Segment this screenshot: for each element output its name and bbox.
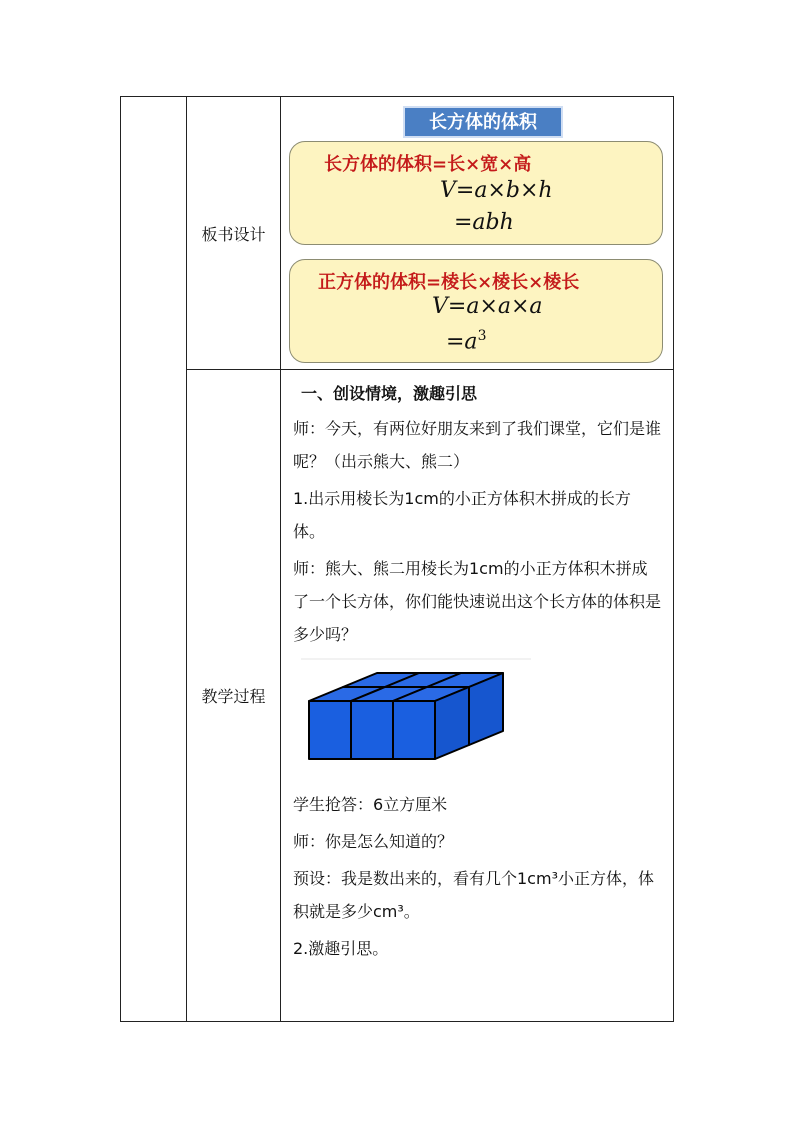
cube-formula-box <box>289 259 663 363</box>
paragraph: 师：你是怎么知道的？ <box>293 832 454 851</box>
paragraph: 1.出示用棱长为1cm的小正方体积木拼成的长方体。 <box>293 489 631 541</box>
cube-front-face <box>393 701 435 759</box>
paragraph: 2.激趣引思。 <box>293 939 389 958</box>
paragraph: 师：今天，有两位好朋友来到了我们课堂，它们是谁呢？（出示熊大、熊二） <box>293 419 662 471</box>
teaching-process-cell <box>281 370 674 1022</box>
section-heading: 一、创设情境，激趣引思 <box>301 384 478 403</box>
cube-blocks <box>309 673 503 759</box>
blank-left-column <box>121 97 187 1022</box>
cube-front-face <box>309 701 351 759</box>
paragraph: 预设：我是数出来的，看有几个1cm³小正方体，体积就是多少cm³。 <box>293 869 654 921</box>
row-label-process: 教学过程 <box>187 370 281 1022</box>
paragraph: 师：熊大、熊二用棱长为1cm的小正方体积木拼成了一个长方体，你们能快速说出这个长方体的体积是多少吗？ <box>293 559 662 644</box>
board-design-cell <box>281 97 674 370</box>
cuboid-formula-line2: =abh <box>454 210 514 235</box>
row-label-board: 板书设计 <box>187 97 281 370</box>
cube-formula-line2: $=a^3$ <box>446 328 487 355</box>
cuboid-cubes-figure <box>301 657 541 782</box>
board-title: 长方体的体积 <box>403 106 563 138</box>
cuboid-formula-box <box>289 141 663 245</box>
lesson-plan-table <box>120 96 674 1022</box>
paragraph: 学生抢答：6立方厘米 <box>293 795 448 814</box>
cuboid-formula-words: 长方体的体积=长×宽×高 <box>324 154 532 175</box>
cube-formula-words: 正方体的体积=棱长×棱长×棱长 <box>318 272 580 293</box>
cube-front-face <box>351 701 393 759</box>
cuboid-formula-line1: V=a×b×h <box>440 178 553 203</box>
cube-formula-line1: V=a×a×a <box>432 294 543 319</box>
